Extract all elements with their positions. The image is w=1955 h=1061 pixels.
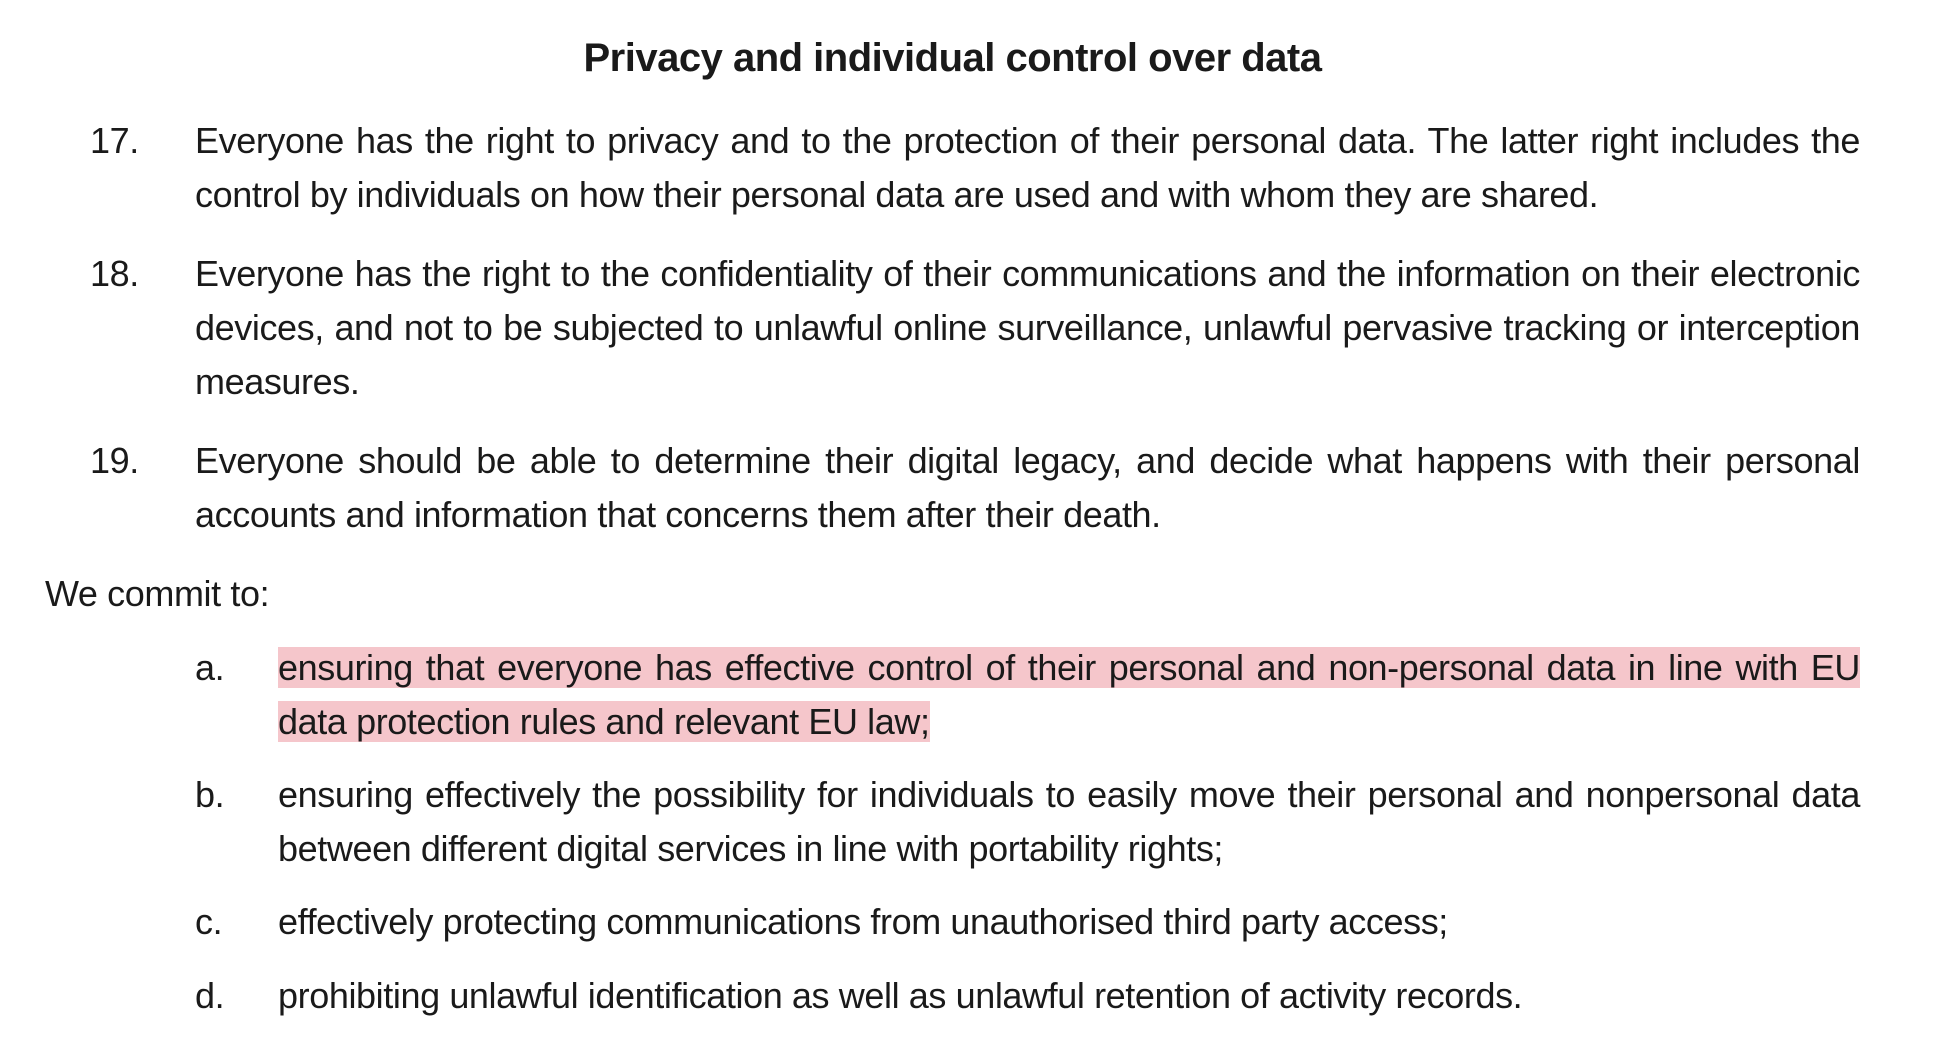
commitment-letter: c. <box>195 901 223 942</box>
paragraph-number: 18. <box>90 253 139 294</box>
commitment-text <box>278 641 1860 749</box>
section-title: Privacy and individual control over data <box>583 36 1322 80</box>
commitment-text: ensuring effectively the possibility for individuals to easily move their personal and nonpersonal data between different digital services in line with portability rights; <box>278 774 1860 869</box>
paragraph-number: 19. <box>90 440 139 481</box>
commitment-letter: a. <box>195 647 225 688</box>
paragraph-text: Everyone has the right to privacy and to the protection of their personal data. The latter right includes the control by individuals on how their personal data are used and with whom they are shared. <box>195 120 1860 215</box>
commitment-letter: d. <box>195 975 225 1016</box>
highlighted-text: ensuring that everyone has effective control of their personal and non-personal data in line with EU data protection rules and relevant EU law; <box>278 647 1860 742</box>
commit-intro: We commit to: <box>45 573 270 614</box>
paragraph-text: Everyone has the right to the confidentiality of their communications and the information on their electronic devices, and not to be subjected to unlawful online surveillance, unlawful pervasive tracking or interception measures. <box>195 253 1860 402</box>
commitment-text: effectively protecting communications from unauthorised third party access; <box>278 901 1448 942</box>
paragraph-number: 17. <box>90 120 139 161</box>
commitment-letter: b. <box>195 774 225 815</box>
commitment-text: prohibiting unlawful identification as well as unlawful retention of activity records. <box>278 975 1523 1016</box>
paragraph-text: Everyone should be able to determine their digital legacy, and decide what happens with their personal accounts and information that concerns them after their death. <box>195 440 1860 535</box>
